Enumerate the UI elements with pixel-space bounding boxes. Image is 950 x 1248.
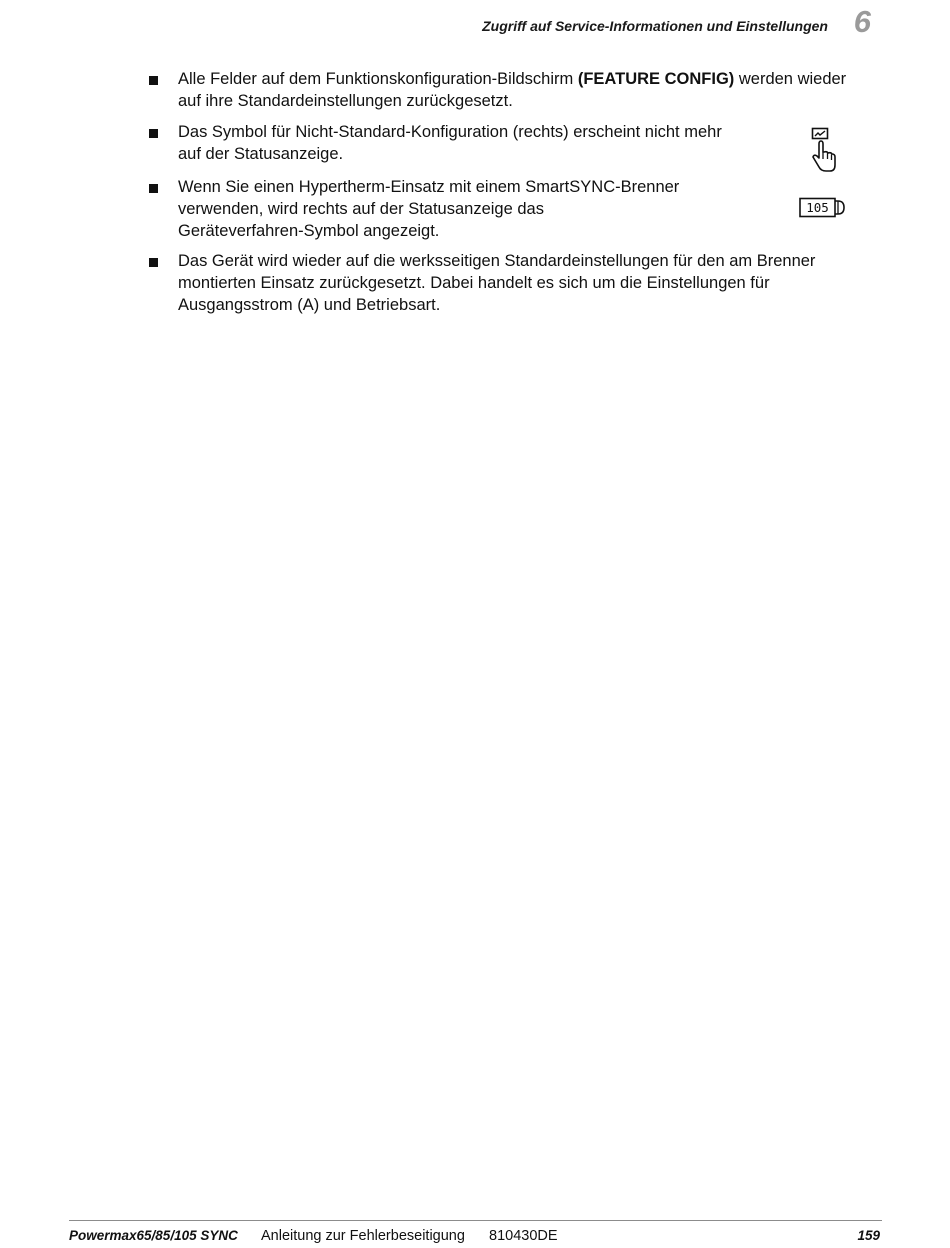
running-header-title: Zugriff auf Service-Informationen und Einstellungen [482, 18, 828, 34]
bullet-4-line-3: Ausgangsstrom (A) und Betriebsart. [178, 296, 441, 314]
bullet-3-line-3: Geräteverfahren-Symbol angezeigt. [178, 222, 440, 240]
footer-document-code: 810430DE [489, 1228, 558, 1244]
bullet-marker [149, 129, 158, 138]
bullet-2-line-1: Das Symbol für Nicht-Standard-Konfiguration (rechts) erscheint nicht mehr [178, 123, 722, 141]
bullet-3-line-1: Wenn Sie einen Hypertherm-Einsatz mit einem SmartSYNC-Brenner [178, 178, 680, 196]
footer-divider [69, 1220, 882, 1221]
bullet-1-line-1 [178, 68, 846, 90]
bullet-marker [149, 184, 158, 193]
bullet-4-line-2: montierten Einsatz zurückgesetzt. Dabei handelt es sich um die Einstellungen für [178, 274, 770, 292]
bullet-marker [149, 76, 158, 85]
feature-config-label: (FEATURE CONFIG) [577, 70, 735, 88]
bullet-1-text-pre: Alle Felder auf dem Funktionskonfiguration-Bildschirm [178, 70, 578, 88]
bullet-4-line-1: Das Gerät wird wieder auf die werksseitigen Standardeinstellungen für den am Brenner [178, 252, 816, 270]
bullet-1-line-2: auf ihre Standardeinstellungen zurückgesetzt. [178, 92, 513, 110]
non-default-configuration-icon [806, 125, 840, 177]
process-icon-label: 105 [806, 200, 829, 215]
footer-document-title: Anleitung zur Fehlerbeseitigung [261, 1228, 465, 1244]
system-process-icon [798, 196, 848, 220]
bullet-marker [149, 258, 158, 267]
bullet-1-text-post: werden wieder [734, 70, 847, 88]
bullet-3-line-2: verwenden, wird rechts auf der Statusanzeige das [178, 200, 544, 218]
page-number: 159 [857, 1228, 880, 1243]
chapter-number: 6 [853, 4, 871, 39]
bullet-2-line-2: auf der Statusanzeige. [178, 145, 344, 163]
footer-product-name: Powermax65/85/105 SYNC [69, 1228, 238, 1243]
